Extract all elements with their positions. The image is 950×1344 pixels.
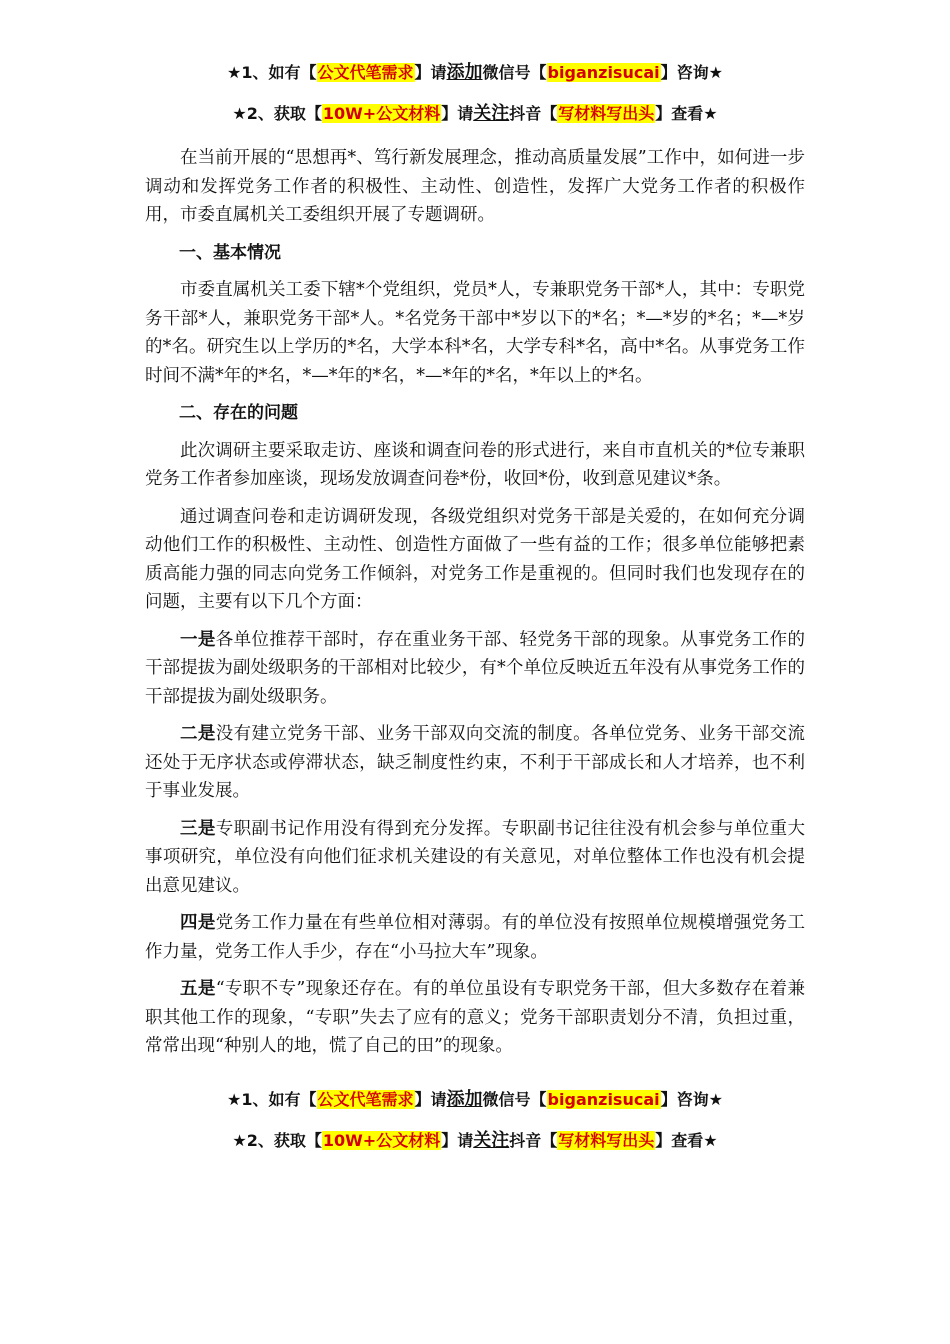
basic-info-paragraph: 市委直属机关工委下辖*个党组织，党员*人，专兼职党务干部*人，其中：专职党务干部*人，兼职党务干部*人。*名党务干部中*岁以下的*名；*—*岁的*名；*—*岁的*名。研究生以上学历的*名，大学本科*名，大学专科*名，高中*名。从事党务工作时间不满*年的*名，*—*年的*名，*—*年的*名，*年以上的*名。 <box>145 280 805 386</box>
point-text: 没有建立党务干部、业务干部双向交流的制度。各单位党务、业务干部交流还处于无序状态或停滞状态，缺乏制度性约束，不利于干部成长和人才培养，也不利于事业发展。 <box>145 724 806 801</box>
highlight-wechat-id: biganzisucai <box>547 63 660 82</box>
banner-text: 微信号【 <box>482 1089 547 1109</box>
point-lead: 一是 <box>180 629 216 650</box>
banner-text: 】查看★ <box>655 104 718 123</box>
banner-text: ★1、如有【 <box>227 1089 317 1109</box>
point-text: 各单位推荐干部时，存在重业务干部、轻党务干部的现象。从事党务工作的干部提拔为副处级职务的干部相对比较少，有*个单位反映近五年没有从事党务工作的干部提拔为副处级职务。 <box>145 629 806 707</box>
point-lead: 四是 <box>180 913 216 933</box>
banner-emphasis: 关注 <box>473 103 510 124</box>
banner-text: 】咨询★ <box>660 1089 723 1109</box>
banner-text: 抖音【 <box>509 104 558 123</box>
banner-text: 】咨询★ <box>660 63 723 82</box>
banner-line-1 <box>145 62 805 84</box>
banner-emphasis: 关注 <box>473 1129 510 1151</box>
method-paragraph: 此次调研主要采取走访、座谈和调查问卷的形式进行，来自市直机关的*位专兼职党务工作者参加座谈，现场发放调查问卷*份，收回*份，收到意见建议*条。 <box>145 440 805 489</box>
point-text: 党务工作力量在有些单位相对薄弱。有的单位没有按照单位规模增强党务工作力量，党务工作人手少，存在“小马拉大车”现象。 <box>145 913 806 962</box>
banner-text: 】请 <box>414 1089 447 1109</box>
highlight-service: 公文代笔需求 <box>317 63 414 82</box>
problem-point <box>145 815 805 901</box>
highlight-douyin: 写材料写出头 <box>558 1130 655 1150</box>
problem-point <box>145 626 805 712</box>
highlight-douyin: 写材料写出头 <box>558 104 655 123</box>
point-lead: 三是 <box>180 818 216 839</box>
banner-emphasis: 添加 <box>446 1088 483 1110</box>
banner-text: 微信号【 <box>482 63 547 82</box>
point-text: “专职不专”现象还存在。有的单位虽设有专职党务干部，但大多数存在着兼职其他工作的现象，“专职”失去了应有的意义；党务干部职责划分不清，负担过重，常常出现“种别人的地，慌了自己的田”的现象。 <box>145 979 806 1056</box>
highlight-materials: 10W+公文材料 <box>322 1130 441 1150</box>
banner-emphasis: 添加 <box>446 62 483 83</box>
point-lead: 五是 <box>180 979 216 999</box>
banner-text: 】请 <box>414 63 447 82</box>
footer-banners <box>145 1089 805 1152</box>
findings-paragraph: 通过调查问卷和走访调研发现，各级党组织对党务干部是关爱的，在如何充分调动他们工作的积极性、主动性、创造性方面做了一些有益的工作；很多单位能够把素质高能力强的同志向党务工作倾斜，对党务工作是重视的。但同时我们也发现存在的问题，主要有以下几个方面： <box>145 506 805 612</box>
footer-banner-line-2 <box>145 1130 805 1152</box>
problem-point <box>145 975 805 1061</box>
banner-text: ★2、获取【 <box>232 1130 322 1150</box>
banner-text: ★1、如有【 <box>227 63 317 82</box>
point-lead: 二是 <box>180 724 216 744</box>
section-heading-basic: 一、基本情况 <box>179 242 281 263</box>
banner-line-2 <box>145 103 805 125</box>
point-text: 专职副书记作用没有得到充分发挥。专职副书记往往没有机会参与单位重大事项研究，单位没有向他们征求机关建设的有关意见，对单位整体工作也没有机会提出意见建议。 <box>145 818 806 896</box>
highlight-materials: 10W+公文材料 <box>322 104 441 123</box>
footer-banner-line-1 <box>145 1089 805 1111</box>
banner-text: 】请 <box>441 1130 474 1150</box>
problem-point <box>145 720 805 806</box>
section-heading-problems: 二、存在的问题 <box>179 403 298 423</box>
banner-text: 】请 <box>441 104 474 123</box>
intro-paragraph: 在当前开展的“思想再*、笃行新发展理念，推动高质量发展”工作中，如何进一步调动和发挥党务工作者的积极性、主动性、创造性，发挥广大党务工作者的积极作用，市委直属机关工委组织开展了专题调研。 <box>145 148 805 225</box>
banner-text: 抖音【 <box>509 1130 558 1150</box>
banner-text: ★2、获取【 <box>232 104 322 123</box>
highlight-service: 公文代笔需求 <box>317 1089 414 1109</box>
banner-text: 】查看★ <box>655 1130 718 1150</box>
problem-point <box>145 909 805 966</box>
highlight-wechat-id: biganzisucai <box>547 1089 660 1109</box>
